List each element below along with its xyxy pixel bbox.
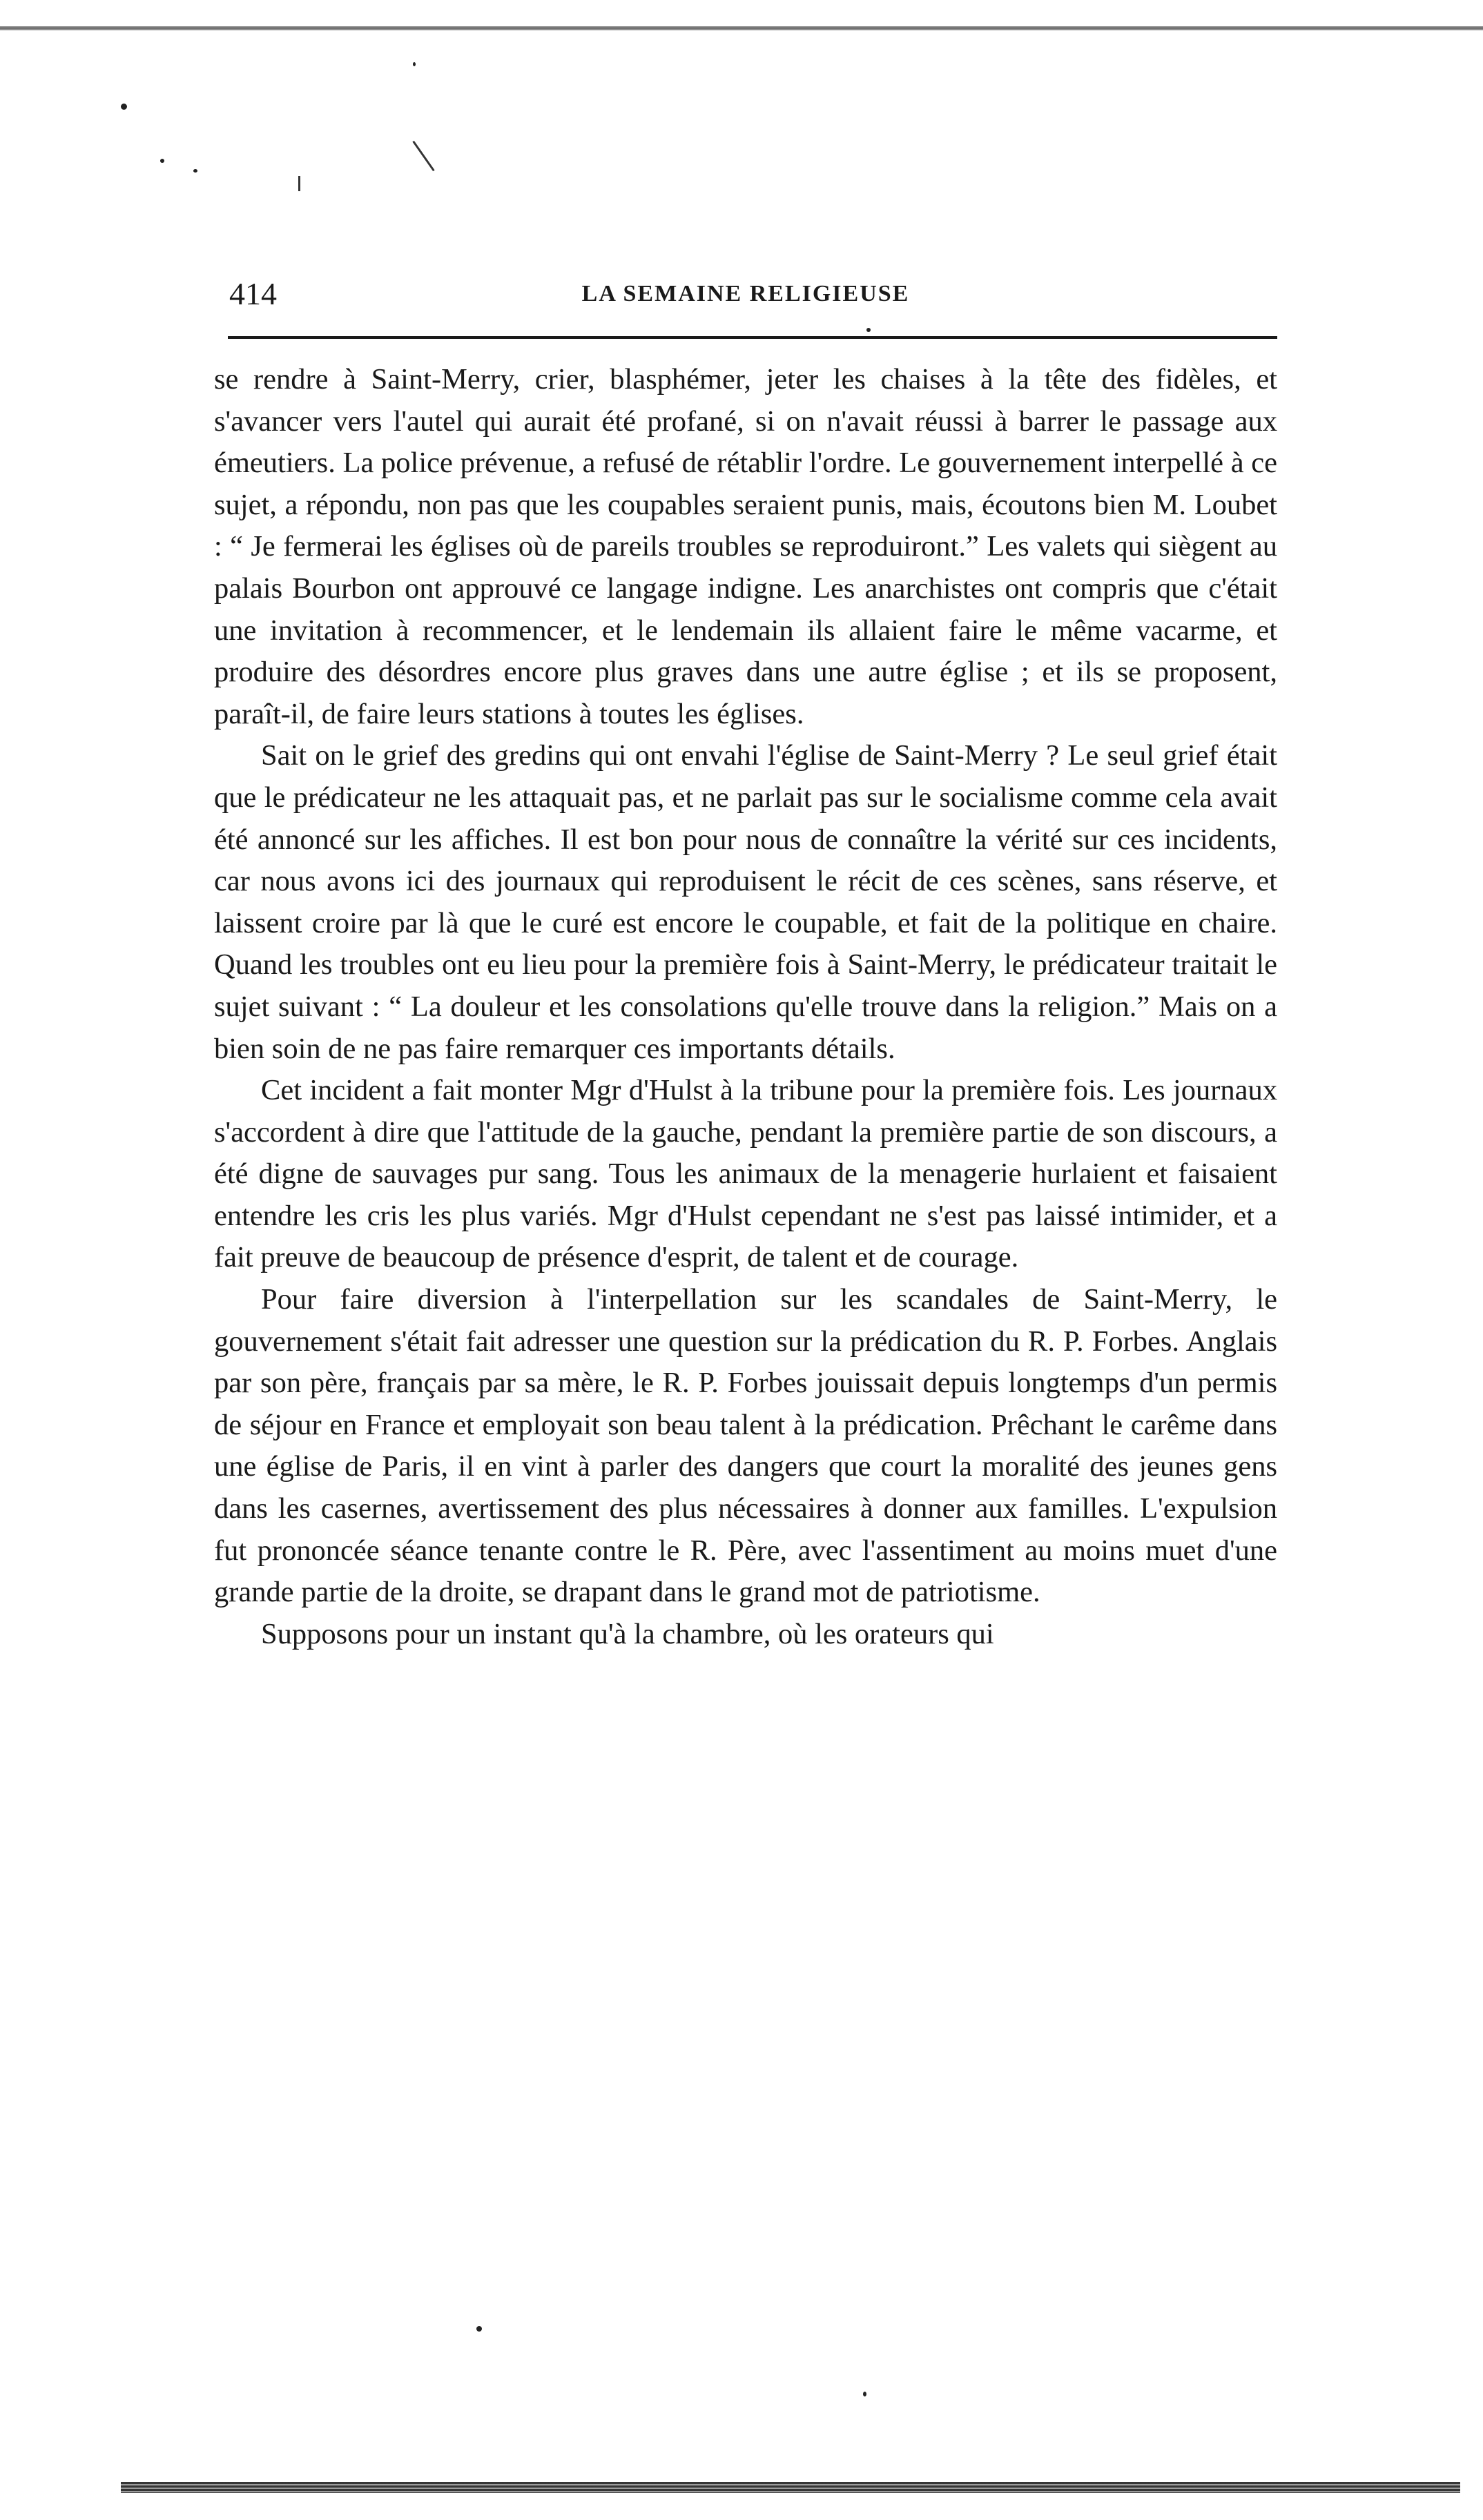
page-scratch xyxy=(412,141,434,171)
page-speck xyxy=(476,2326,482,2332)
page-speck xyxy=(121,104,127,110)
header-rule xyxy=(228,336,1277,339)
paragraph: Supposons pour un instant qu'à la chambre, où les orateurs qui xyxy=(261,1617,994,1650)
page-speck xyxy=(160,159,164,163)
page-speck xyxy=(413,62,416,66)
article-body xyxy=(214,359,1277,1655)
top-page-edge-rule xyxy=(0,26,1483,30)
paragraph: Cet incident a fait monter Mgr d'Hulst à la tribune pour la première fois. Les journaux s'accordent à dire que l'attitude de la gauche, pendant la première partie de son discours, a été digne de sauvages pur sang. Tous les animaux de la menagerie hurlaient et faisaient entendre les cris les plus variés. Mgr d'Hulst cependant ne s'est pas laissé intimider, et a fait preuve de beaucoup de présence d'esprit, de talent et de courage. xyxy=(214,1074,1277,1274)
running-title: LA SEMAINE RELIGIEUSE xyxy=(581,281,910,306)
page-scratch xyxy=(298,176,300,191)
paragraph: se rendre à Saint-Merry, crier, blasphémer, jeter les chaises à la tête des fidèles, et s'avancer vers l'autel qui aurait été profané, si on n'avait réussi à barrer le passage aux émeutiers. La police prévenue, a refusé de rétablir l'ordre. Le gouvernement interpellé à ce sujet, a répondu, non pas que les coupables seraient punis, mais, écoutons bien M. Loubet : “ Je fermerai les églises où de pareils troubles se reproduiront.” Les valets qui siègent au palais Bourbon ont approuvé ce langage indigne. Les anarchistes ont compris que c'était une invitation à recommencer, et le lendemain ils allaient faire le même vacarme, et produire des désordres encore plus graves dans une autre église ; et ils se proposent, paraît-il, de faire leurs stations à toutes les églises. xyxy=(214,363,1277,730)
bottom-page-edge-rule xyxy=(121,2482,1460,2493)
page-speck xyxy=(866,328,871,332)
paragraph: Pour faire diversion à l'interpellation sur les scandales de Saint-Merry, le gouvernement s'était fait adresser une question sur la prédication du R. P. Forbes. Anglais par son père, français par sa mère, le R. P. Forbes jouissait depuis longtemps d'un permis de séjour en France et employait son beau talent à la prédication. Prêchant le carême dans une église de Paris, il en vint à parler des dangers que court la moralité des jeunes gens dans les casernes, avertissement des plus nécessaires à donner aux familles. L'expulsion fut prononcée séance tenante contre le R. Père, avec l'assentiment au moins muet d'une grande partie de la droite, se drapant dans le grand mot de patriotisme. xyxy=(214,1283,1277,1609)
page-header xyxy=(214,273,1277,321)
page-number: 414 xyxy=(229,276,277,311)
page-speck xyxy=(193,169,197,173)
page-speck xyxy=(863,2392,866,2396)
paragraph: Sait on le grief des gredins qui ont envahi l'église de Saint-Merry ? Le seul grief était que le prédicateur ne les attaquait pas, et ne parlait pas sur le socialisme comme cela avait été annoncé sur les affiches. Il est bon pour nous de connaître la vérité sur ces incidents, car nous avons ici des journaux qui reproduisent le récit de ces scènes, sans réserve, et laissent croire par là que le curé est encore le coupable, et fait de la politique en chaire. Quand les troubles ont eu lieu pour la première fois à Saint-Merry, le prédicateur traitait le sujet suivant : “ La douleur et les consolations qu'elle trouve dans la religion.” Mais on a bien soin de ne pas faire remarquer ces importants détails. xyxy=(214,739,1277,1065)
